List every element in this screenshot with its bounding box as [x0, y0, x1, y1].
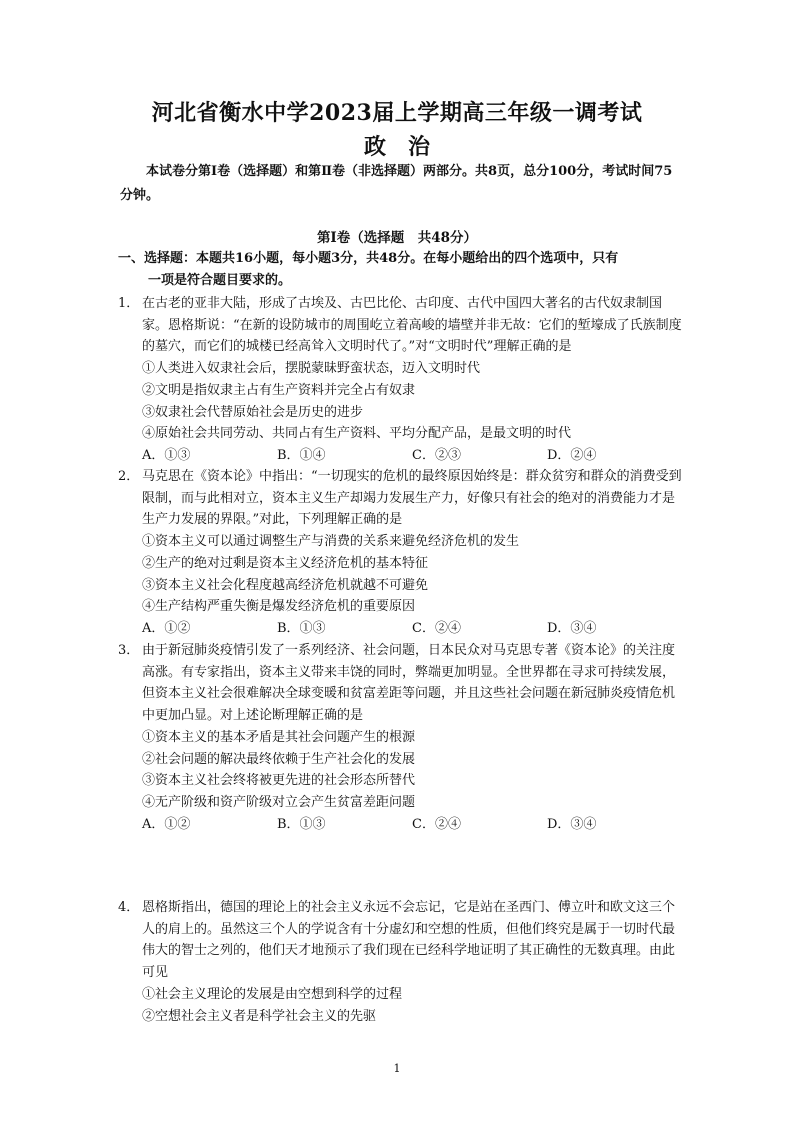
statement-option: ①人类进入奴隶社会后，摆脱蒙昧野蛮状态，迈入文明时代: [142, 361, 481, 377]
statement-option: ②社会问题的解决最终依赖于生产社会化的发展: [142, 751, 416, 767]
choice-c: C．②④: [412, 816, 461, 832]
choice-d: D．③④: [547, 620, 597, 636]
question-text: 恩格斯指出，德国的理论上的社会主义永远不会忘记，它是站在圣西门、傅立叶和欧文这三个人的肩上的。虽然这三个人的学说含有十分虚幻和空想的性质，但他们终究是属于一切时代最伟大的智士之列的，他们天才地预示了我们现在已经科学地证明了其正确性的无数真理。由此可见: [142, 900, 676, 981]
choice-c: C．②④: [412, 620, 461, 636]
question-1: [118, 293, 682, 467]
choice-a: A．①②: [142, 620, 191, 636]
section-heading-line1: 一、选择题：本题共16小题，每小题3分，共48分。在每小题给出的四个选项中，只有: [118, 251, 619, 266]
statement-option: ②生产的绝对过剩是资本主义经济危机的基本特征: [142, 555, 429, 571]
choice-b: B．①③: [277, 620, 326, 636]
part-one-title: 第Ⅰ卷（选择题 共48分）: [316, 230, 478, 246]
statement-option: ④原始社会共同劳动、共同占有生产资料、平均分配产品，是最文明的时代: [142, 426, 572, 442]
question-text: 在古老的亚非大陆，形成了古埃及、古巴比伦、古印度、古代中国四大著名的古代奴隶制国家。恩格斯说：“在新的设防城市的周围屹立着高峻的墙壁并非无故：它们的堑壕成了氏族制度的墓穴，而它们的城楼已经高耸入文明时代了。”对“文明时代”理解正确的是: [142, 296, 682, 355]
choice-a: A．①③: [142, 447, 191, 463]
question-stem: [118, 897, 682, 984]
statement-option: ①资本主义的基本矛盾是其社会问题产生的根源: [142, 729, 416, 745]
choice-c: C．②③: [412, 447, 461, 463]
choice-d: D．②④: [547, 447, 597, 463]
exam-title: 河北省衡水中学2023届上学期高三年级一调考试: [151, 100, 643, 126]
statement-option: ③资本主义社会终将被更先进的社会形态所替代: [142, 773, 416, 789]
statement-option: ④生产结构严重失衡是爆发经济危机的重要原因: [142, 599, 416, 615]
statement-option: ④无产阶级和资产阶级对立会产生贫富差距问题: [142, 794, 416, 810]
page-number: 1: [393, 1062, 401, 1075]
question-stem: [118, 640, 682, 727]
choice-b: B．①④: [277, 447, 326, 463]
choice-d: D．③④: [547, 816, 597, 832]
choice-b: B．①③: [277, 816, 326, 832]
statement-option: ①社会主义理论的发展是由空想到科学的过程: [142, 986, 403, 1002]
question-number: 3．: [118, 643, 140, 658]
statement-option: ②空想社会主义者是科学社会主义的先驱: [142, 1008, 377, 1024]
question-number: 1．: [118, 296, 140, 311]
question-text: 由于新冠肺炎疫情引发了一系列经济、社会问题，日本民众对马克思专著《资本论》的关注度高涨。有专家指出，资本主义带来丰饶的同时，弊端更加明显。全世界都在寻求可持续发展，但资本主义社会很难解决全球变暖和贫富差距等问题，并且这些社会问题在新冠肺炎疫情危机中更加凸显。对上述论断理解正确的是: [142, 643, 676, 724]
question-number: 4．: [118, 900, 140, 915]
statement-option: ③资本主义社会化程度越高经济危机就越不可避免: [142, 577, 429, 593]
answer-choices: [118, 618, 682, 640]
question-4: [118, 897, 682, 1027]
section-heading-line2: 一项是符合题目要求的。: [148, 273, 292, 288]
question-number: 2．: [118, 469, 140, 484]
question-stem: [118, 466, 682, 531]
question-3: [118, 640, 682, 835]
statement-option: ①资本主义可以通过调整生产与消费的关系来避免经济危机的发生: [142, 534, 520, 550]
answer-choices: [118, 445, 682, 467]
question-stem: [118, 293, 682, 358]
question-2: [118, 466, 682, 640]
question-text: 马克思在《资本论》中指出：“一切现实的危机的最终原因始终是：群众贫穷和群众的消费受到限制，而与此相对立，资本主义生产却竭力发展生产力，好像只有社会的绝对的消费能力才是生产力发展的界限。”对此，下列理解正确的是: [142, 469, 682, 528]
answer-choices: [118, 814, 682, 836]
subject-title: 政治: [363, 134, 452, 160]
statement-option: ②文明是指奴隶主占有生产资料并完全占有奴隶: [142, 382, 416, 398]
statement-option: ③奴隶社会代替原始社会是历史的进步: [142, 404, 364, 420]
section-heading: [118, 248, 680, 292]
choice-a: A．①②: [142, 816, 191, 832]
exam-instructions: 本试卷分第Ⅰ卷（选择题）和第Ⅱ卷（非选择题）两部分。共8页，总分100分，考试时间75分钟。: [120, 164, 673, 203]
